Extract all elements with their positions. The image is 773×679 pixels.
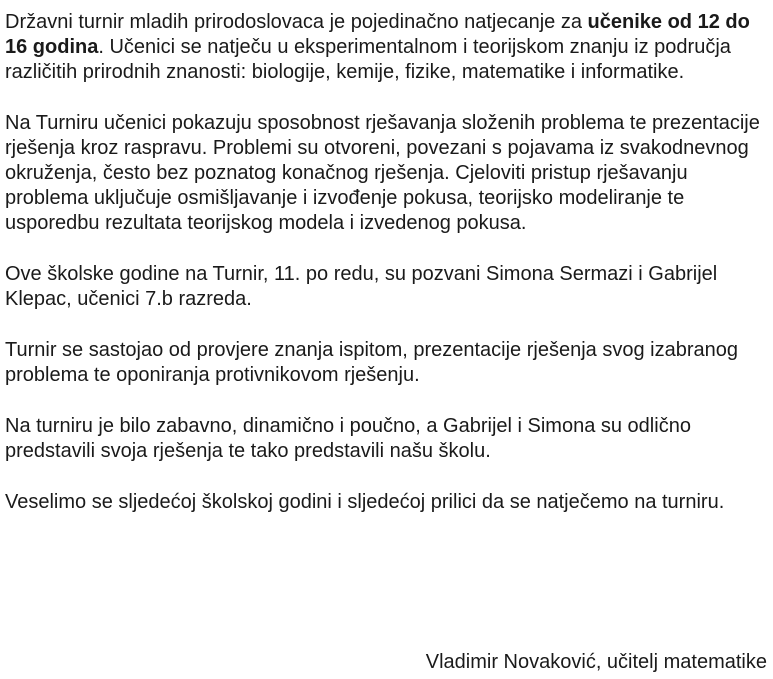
- experience-text: Na turniru je bilo zabavno, dinamično i poučno, a Gabrijel i Simona su odlično predstavili svoja rješenja te tako predstavili našu školu.: [5, 415, 691, 462]
- author-signature: Vladimir Novaković, učitelj matematike: [425, 651, 767, 673]
- intro-age-group-bold: učenike od 12 do 16 godina: [5, 11, 750, 58]
- participants-text: Ove školske godine na Turnir, 11. po redu, su pozvani Simona Sermazi i Gabrijel Klepac, učenici 7.b razreda.: [5, 263, 718, 310]
- intro-text-start: Državni turnir mladih prirodoslovaca je pojedinačno natjecanje za: [5, 11, 588, 33]
- intro-text-end: . Učenici se natječu u eksperimentalnom i teorijskom znanju iz područja različitih prirodnih znanosti: biologije, kemije, fizike, matematike i informatike.: [5, 36, 731, 83]
- document-body: [5, 10, 773, 541]
- paragraph-competition-description: [5, 111, 773, 236]
- tournament-format-text: Turnir se sastojao od provjere znanja ispitom, prezentacije rješenja svog izabranog problema te oponiranja protivnikovom rješenju.: [5, 339, 738, 386]
- closing-text: Veselimo se sljedećoj školskoj godini i sljedećoj prilici da se natječemo na turniru.: [5, 491, 725, 513]
- paragraph-intro: [5, 10, 773, 85]
- paragraph-closing: [5, 490, 773, 515]
- paragraph-tournament-format: [5, 338, 773, 388]
- competition-description-text: Na Turniru učenici pokazuju sposobnost rješavanja složenih problema te prezentacije rješenja kroz raspravu. Problemi su otvoreni, povezani s pojavama iz svakodnevnog okruženja, često bez poznatog konačnog rješenja. Cjeloviti pristup rješavanju problema uključuje osmišljavanje i izvođenje pokusa, teorijsko modeliranje te usporedbu rezultata teorijskog modela i izvedenog pokusa.: [5, 112, 760, 234]
- paragraph-participants: [5, 262, 773, 312]
- paragraph-experience: [5, 414, 773, 464]
